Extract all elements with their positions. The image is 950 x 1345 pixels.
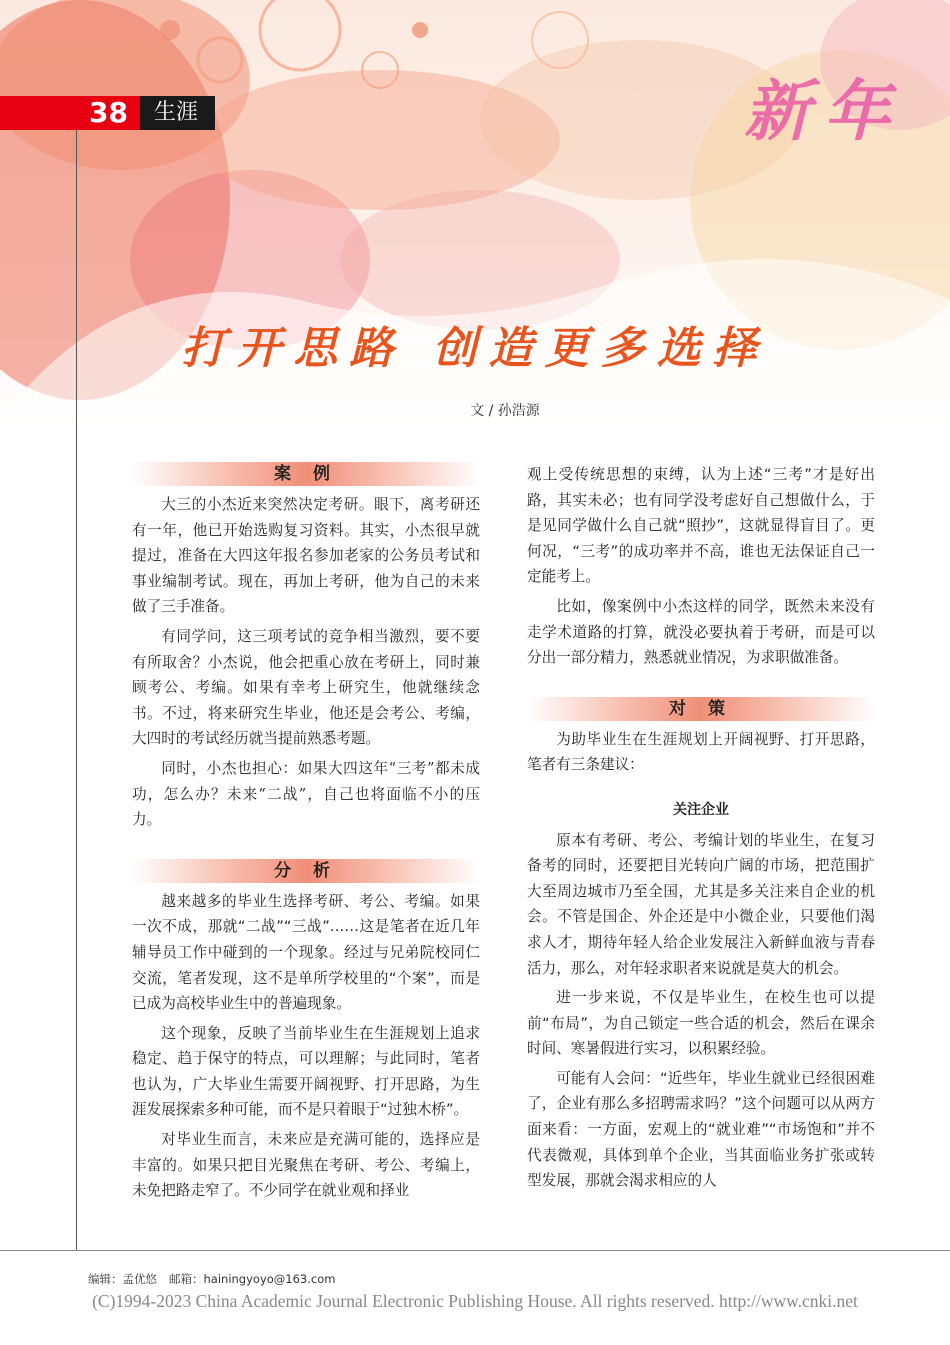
editor-email: 邮箱：hainingyoyo@163.com xyxy=(169,1272,336,1286)
case-paragraph-3: 同时，小杰也担心：如果大四这年“三考”都未成功，怎么办？未来“二战”，自己也将面临不小的压力。 xyxy=(132,759,480,829)
page-tab xyxy=(0,96,215,130)
strategy-paragraph-1: 原本有考研、考公、考编计划的毕业生，在复习备考的同时，还要把目光转向广阔的市场，把范围扩大至周边城市乃至全国，尤其是多关注来自企业的机会。不管是国企、外企还是中小微企业，只要他们渴求人才，期待年轻人给企业发展注入新鲜血液与青春活力，那么，对年轻求职者来说就是莫大的机会。 xyxy=(527,831,875,977)
section-label: 生涯 xyxy=(140,96,215,130)
subheading-focus-enterprise: 关注企业 xyxy=(673,801,729,818)
right-column xyxy=(527,462,875,1198)
case-heading: 案 例 xyxy=(132,462,480,486)
article-title: 打开思路 创造更多选择 xyxy=(181,323,769,374)
footer-rule xyxy=(0,1250,950,1251)
analysis-heading: 分 析 xyxy=(132,859,480,883)
corner-title: 新年 xyxy=(744,72,904,150)
analysis-paragraph-1: 越来越多的毕业生选择考研、考公、考编。如果一次不成，那就“二战”“三战”……这是笔者在近几年辅导员工作中碰到的一个现象。经过与兄弟院校同仁交流，笔者发现，这不是单所学校里的“个案”，而是已成为高校毕业生中的普遍现象。 xyxy=(132,892,480,1013)
strategy-heading: 对 策 xyxy=(527,697,875,721)
editor-info xyxy=(88,1271,347,1287)
analysis-paragraph-3: 对毕业生而言，未来应是充满可能的，选择应是丰富的。如果只把目光聚焦在考研、考公、考编上，未免把路走窄了。不少同学在就业观和择业 xyxy=(132,1131,480,1200)
left-margin-rule xyxy=(76,130,77,1250)
left-column xyxy=(132,462,480,1208)
page-number: 38 xyxy=(0,96,140,130)
strategy-paragraph-3: 可能有人会问：“近些年，毕业生就业已经很困难了，企业有那么多招聘需求吗？”这个问题可以从两方面来看：一方面，宏观上的“就业难”“市场饱和”并不代表微观，具体到单个企业，当其面临业务扩张或转型发展，那就会渴求相应的人 xyxy=(527,1069,875,1190)
analysis-paragraph-2: 这个现象，反映了当前毕业生在生涯规划上追求稳定、趋于保守的特点，可以理解；与此同时，笔者也认为，广大毕业生需要开阔视野、打开思路，为生涯发展探索多种可能，而不是只着眼于“过独木桥”。 xyxy=(132,1024,480,1119)
strategy-paragraph-2: 进一步来说，不仅是毕业生，在校生也可以提前“布局”，为自己锁定一些合适的机会，然后在课余时间、寒暑假进行实习，以积累经验。 xyxy=(527,989,875,1058)
case-paragraph-1: 大三的小杰近来突然决定考研。眼下，离考研还有一年，他已开始选购复习资料。其实，小杰很早就提过，准备在大四这年报名参加老家的公务员考试和事业编制考试。现在，再加上考研，他为自己的未来做了三手准备。 xyxy=(132,496,480,616)
copyright-notice: (C)1994-2023 China Academic Journal Electronic Publishing House. All rights reserved. http://www.cnki.net xyxy=(92,1291,858,1311)
continued-paragraph-1: 观上受传统思想的束缚，认为上述“三考”才是好出路，其实未必；也有同学没考虑好自己想做什么，于是见同学做什么自己就“照抄”，这就显得盲目了。更何况，“三考”的成功率并不高，谁也无法保证自己一定能考上。 xyxy=(527,466,875,586)
editor-name: 编辑：孟优悠 xyxy=(88,1272,157,1286)
continued-paragraph-2: 比如，像案例中小杰这样的同学，既然未来没有走学术道路的打算，就没必要执着于考研，而是可以分出一部分精力，熟悉就业情况，为求职做准备。 xyxy=(527,597,875,667)
case-paragraph-2: 有同学问，这三项考试的竞争相当激烈，要不要有所取舍？小杰说，他会把重心放在考研上，同时兼顾考公、考编。如果有幸考上研究生，他就继续念书。不过，将来研究生毕业，他还是会考公、考编，大四时的考试经历就当提前熟悉考题。 xyxy=(132,627,480,748)
strategy-intro: 为助毕业生在生涯规划上开阔视野、打开思路，笔者有三条建议： xyxy=(527,730,875,774)
article-byline: 文 / 孙浩源 xyxy=(470,403,540,419)
